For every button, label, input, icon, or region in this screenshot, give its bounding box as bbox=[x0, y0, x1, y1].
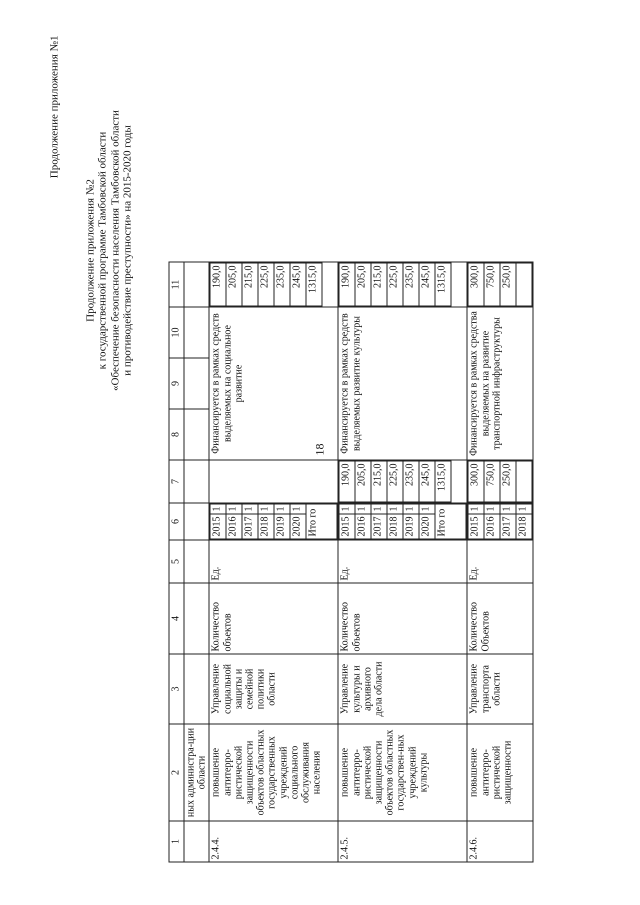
year: 2016 bbox=[484, 514, 500, 539]
year: 2017 bbox=[371, 514, 387, 539]
total: 1315,0 bbox=[306, 263, 322, 306]
count: 1 bbox=[500, 504, 516, 514]
count: 1 bbox=[484, 504, 500, 514]
col-number: 8 bbox=[169, 409, 184, 460]
value: 235,0 bbox=[403, 263, 419, 306]
carry-over-text: ных администра-ции области bbox=[184, 724, 209, 821]
value: 245,0 bbox=[419, 461, 435, 502]
value: 215,0 bbox=[242, 263, 258, 306]
program-table bbox=[168, 262, 533, 863]
col-number: 7 bbox=[169, 460, 184, 503]
year: 2019 bbox=[274, 514, 290, 539]
count: 1 bbox=[274, 504, 290, 514]
year: 2018 bbox=[387, 514, 403, 539]
col-number: 6 bbox=[169, 503, 184, 540]
value: 750,0 bbox=[484, 461, 500, 502]
col-number: 2 bbox=[169, 724, 184, 821]
year: 2016 bbox=[226, 514, 242, 539]
measure-cell: повышение антитерро-ристической защищенности bbox=[467, 724, 533, 821]
row-number: 2.4.6. bbox=[467, 821, 533, 862]
col-number: 11 bbox=[169, 262, 184, 307]
years-cell bbox=[338, 503, 467, 540]
values-cell bbox=[338, 262, 467, 307]
value: 225,0 bbox=[258, 263, 274, 306]
count: 1 bbox=[355, 504, 371, 514]
indicator-cell: Количество Объектов bbox=[467, 583, 533, 654]
col-number: 10 bbox=[169, 307, 184, 358]
year: 2020 bbox=[290, 514, 306, 539]
year: 2020 bbox=[419, 514, 435, 539]
year: 2017 bbox=[242, 514, 258, 539]
values-cell bbox=[467, 262, 533, 307]
year: 2015 bbox=[210, 514, 226, 539]
years-cell bbox=[209, 503, 338, 540]
count: 1 bbox=[210, 504, 226, 514]
value: 250,0 bbox=[500, 263, 516, 306]
count: 1 bbox=[516, 504, 532, 514]
measure-cell: повышение антитерро-ристической защищенности объектов областных государственных учреждений социального обслуживания населения bbox=[209, 724, 338, 821]
year: 2016 bbox=[355, 514, 371, 539]
value: 245,0 bbox=[419, 263, 435, 306]
funding-cell: Финансируется в рамках средства выделяемых на развитие транспортной инфраструктуры bbox=[467, 307, 533, 460]
count: 1 bbox=[258, 504, 274, 514]
count: 1 bbox=[468, 504, 484, 514]
value: 225,0 bbox=[387, 461, 403, 502]
col-number: 9 bbox=[169, 358, 184, 409]
year: 2018 bbox=[516, 514, 532, 539]
value: 225,0 bbox=[387, 263, 403, 306]
table-row bbox=[209, 262, 338, 862]
count: 1 bbox=[403, 504, 419, 514]
year: 2017 bbox=[500, 514, 516, 539]
values-cell bbox=[209, 262, 338, 307]
unit-cell: Ед. bbox=[467, 540, 533, 583]
value: 250,0 bbox=[500, 461, 516, 502]
year: 2018 bbox=[258, 514, 274, 539]
unit-cell: Ед. bbox=[209, 540, 338, 583]
row-number: 2.4.4. bbox=[209, 821, 338, 862]
column-number-row bbox=[169, 262, 184, 862]
funding-cell: Финансируется в рамках средств выделяемых развитие культуры bbox=[338, 307, 467, 460]
total: 1315,0 bbox=[435, 263, 451, 306]
value: 190,0 bbox=[210, 263, 226, 306]
col-number: 1 bbox=[169, 821, 184, 862]
appendix-line: к государственной программе Тамбовской области bbox=[96, 131, 109, 370]
appendix-line: «Обеспечение безопасности населения Тамбовской области bbox=[108, 110, 121, 391]
table-row bbox=[467, 262, 533, 862]
count: 1 bbox=[226, 504, 242, 514]
years-cell bbox=[467, 503, 533, 540]
value: 205,0 bbox=[355, 461, 371, 502]
appendix-caption bbox=[84, 36, 133, 466]
measure-cell: повышение антитерро-ристической защищенности объектов областных государствен-ных учреждений культуры bbox=[338, 724, 467, 821]
value: 245,0 bbox=[290, 263, 306, 306]
value: 750,0 bbox=[484, 263, 500, 306]
indicator-cell: Количество объектов bbox=[338, 583, 467, 654]
appendix-line: и противодействие преступности» на 2015-2020 годы bbox=[120, 125, 133, 376]
value: 205,0 bbox=[355, 263, 371, 306]
funding-cell: Финансируется в рамках средств выделяемых на социальное развитие bbox=[209, 307, 338, 460]
col-number: 3 bbox=[169, 654, 184, 724]
executor-cell: Управление социальной защиты и семейной политики области bbox=[209, 654, 338, 724]
total-label: Ито го bbox=[306, 504, 337, 539]
value: 190,0 bbox=[339, 461, 355, 502]
indicator-cell: Количество объектов bbox=[209, 583, 338, 654]
value: 235,0 bbox=[403, 461, 419, 502]
carry-over-row bbox=[184, 262, 209, 862]
page-number: 18 bbox=[312, 443, 327, 456]
value: 300,0 bbox=[468, 263, 484, 306]
count: 1 bbox=[242, 504, 258, 514]
table-row bbox=[338, 262, 467, 862]
total: 1315,0 bbox=[435, 461, 451, 502]
count: 1 bbox=[387, 504, 403, 514]
values-col7 bbox=[338, 460, 467, 503]
value: 205,0 bbox=[226, 263, 242, 306]
year: 2019 bbox=[403, 514, 419, 539]
col-number: 4 bbox=[169, 583, 184, 654]
appendix-line: Продолжение приложения №2 bbox=[84, 179, 96, 322]
values-col7 bbox=[467, 460, 533, 503]
executor-cell: Управление транспорта области bbox=[467, 654, 533, 724]
value: 215,0 bbox=[371, 263, 387, 306]
col-number: 5 bbox=[169, 540, 184, 583]
executor-cell: Управление культуры и архивного дела области bbox=[338, 654, 467, 724]
year: 2015 bbox=[339, 514, 355, 539]
count: 1 bbox=[339, 504, 355, 514]
unit-cell: Ед. bbox=[338, 540, 467, 583]
count: 1 bbox=[290, 504, 306, 514]
continuation-label: Продолжение приложения №1 bbox=[48, 35, 60, 179]
count: 1 bbox=[371, 504, 387, 514]
count: 1 bbox=[419, 504, 435, 514]
value: 190,0 bbox=[339, 263, 355, 306]
total-label: Ито го bbox=[435, 504, 466, 539]
year: 2015 bbox=[468, 514, 484, 539]
row-number: 2.4.5. bbox=[338, 821, 467, 862]
value: 300,0 bbox=[468, 461, 484, 502]
value: 215,0 bbox=[371, 461, 387, 502]
value: 235,0 bbox=[274, 263, 290, 306]
